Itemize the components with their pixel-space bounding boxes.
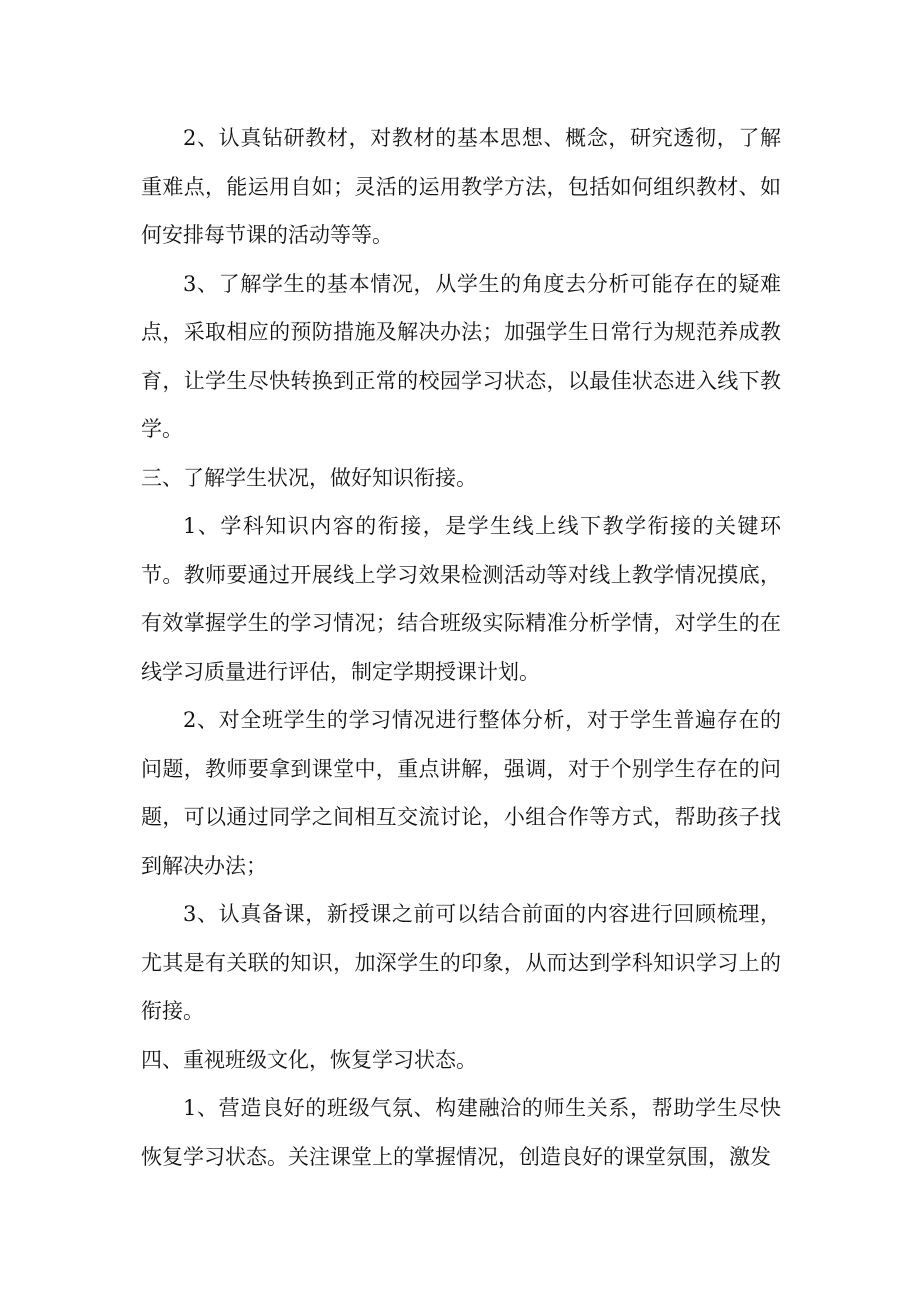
paragraph-1-class-atmosphere: 1、营造良好的班级气氛、构建融洽的师生关系，帮助学生尽快恢复学习状态。关注课堂上的掌握情况，创造良好的课堂氛围，激发 (141, 1096, 781, 1169)
paragraph-1-knowledge-bridging: 1、学科知识内容的衔接，是学生线上线下教学衔接的关键环节。教师要通过开展线上学习效果检测活动等对线上教学情况摸底，有效掌握学生的学习情况；结合班级实际精准分析学情，对学生的在线学习质量进行评估，制定学期授课计划。 (141, 514, 781, 684)
paragraph-3-understand-students: 3、了解学生的基本情况，从学生的角度去分析可能存在的疑难点，采取相应的预防措施及解决办法；加强学生日常行为规范养成教育，让学生尽快转换到正常的校园学习状态，以最佳状态进入线下教学。 (141, 271, 781, 441)
paragraph-2-class-analysis: 2、对全班学生的学习情况进行整体分析，对于学生普遍存在的问题，教师要拿到课堂中，重点讲解，强调，对于个别学生存在的问题，可以通过同学之间相互交流讨论，小组合作等方式，帮助孩子找到解决办法； (141, 708, 781, 878)
paragraph-2-study-textbook: 2、认真钻研教材，对教材的基本思想、概念，研究透彻，了解重难点，能运用自如；灵活的运用教学方法，包括如何组织教材、如何安排每节课的活动等等。 (141, 126, 781, 247)
document-body (141, 114, 781, 1181)
section-heading-3: 三、了解学生状况，做好知识衔接。 (141, 465, 477, 490)
paragraph-3-lesson-prep: 3、认真备课，新授课之前可以结合前面的内容进行回顾梳理，尤其是有关联的知识，加深学生的印象，从而达到学科知识学习上的衔接。 (141, 902, 781, 1023)
section-heading-4: 四、重视班级文化，恢复学习状态。 (141, 1047, 477, 1072)
